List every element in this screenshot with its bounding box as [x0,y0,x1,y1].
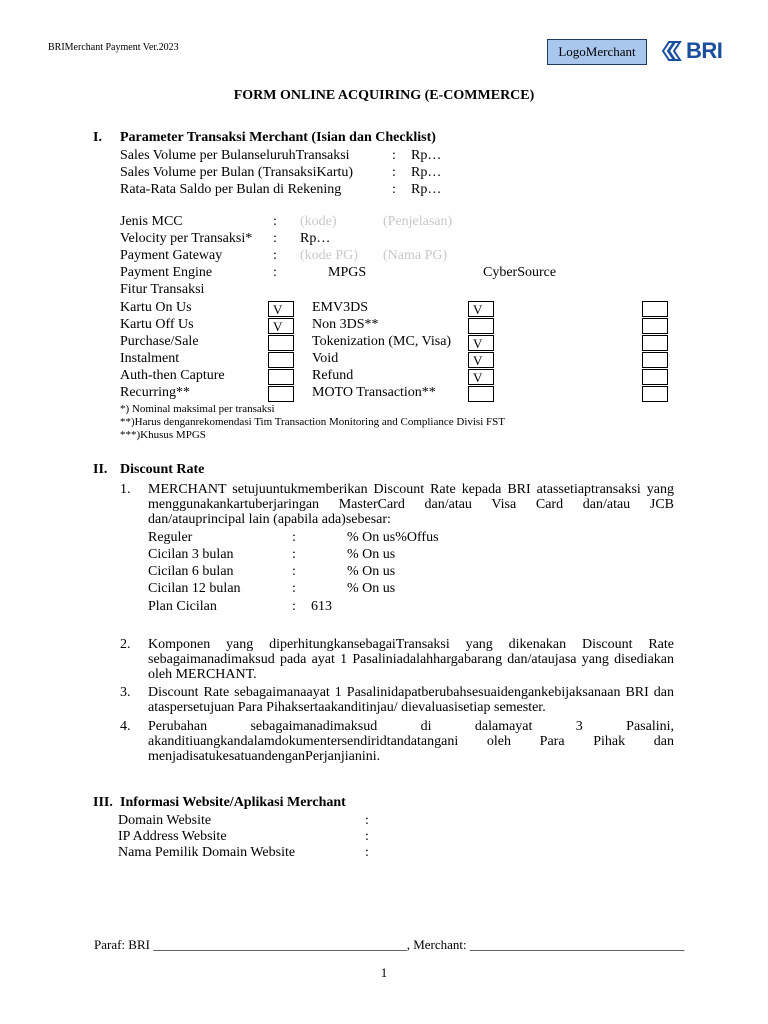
mcc-code-placeholder: (kode) [300,214,337,229]
item2-line: oleh MERCHANT. [148,667,257,682]
payment-gateway-label: Payment Gateway [120,248,223,263]
extra-checkbox[interactable] [642,352,668,368]
rate-label: Reguler [148,530,193,545]
section2-title: Discount Rate [120,462,205,477]
item4-line: akanditiuangkandalamdokumentersendiridtandatangani oleh Para Pihak dan [148,734,674,749]
page-number: 1 [380,965,388,980]
item-number: 1. [120,482,131,497]
pg-code-placeholder: (kode PG) [300,248,358,263]
item-number: 4. [120,719,131,734]
section2-number: II. [93,462,108,477]
engine-option-mpgs: MPGS [328,265,367,280]
paraf-line: Paraf: BRI _______________________________________, Merchant: _________________________________ [94,937,685,952]
item4-line: menjadisatukesatuandenganPerjanjianini. [148,749,381,764]
rate-label: Plan Cicilan [148,599,217,614]
mcc-description-placeholder: (Penjelasan) [383,214,453,229]
footnote: ***)Khusus MPGS [120,429,206,441]
website-field-colon: : [365,813,369,828]
extra-checkbox[interactable] [642,335,668,351]
param-value: Rp… [411,182,442,197]
param-value: Rp… [411,148,442,163]
param-colon: : [392,165,396,180]
rate-colon: : [292,530,296,545]
feature-checkbox[interactable]: V [468,335,494,351]
pg-name-placeholder: (Nama PG) [383,248,448,263]
extra-checkbox[interactable] [642,386,668,402]
feature-label: EMV3DS [312,300,369,315]
feature-checkbox[interactable]: V [268,301,294,317]
rate-label: Cicilan 12 bulan [148,581,241,596]
feature-checkbox[interactable]: V [468,301,494,317]
feature-label: Non 3DS** [312,317,379,332]
feature-label: Void [312,351,339,366]
rate-label: Cicilan 6 bulan [148,564,234,579]
param-label: Sales Volume per Bulan (TransaksiKartu) [120,165,354,180]
feature-checkbox[interactable]: V [468,352,494,368]
website-field-label: IP Address Website [118,829,227,844]
feature-label: Auth-then Capture [120,368,225,383]
rate-value: % On us [347,564,396,579]
velocity-value: Rp… [300,231,331,246]
rate-value: % On us [347,547,396,562]
merchant-logo-placeholder: LogoMerchant [547,39,647,65]
section1-number: I. [93,130,102,145]
footnote: **)Harus denganrekomendasi Tim Transaction Monitoring and Compliance Divisi FST [120,416,505,428]
rate-colon: : [292,564,296,579]
jenis-mcc-colon: : [273,214,277,229]
rate-label: Cicilan 3 bulan [148,547,234,562]
payment-engine-colon: : [273,265,277,280]
bri-logo-icon [662,40,684,62]
footnote: *) Nominal maksimal per transaksi [120,403,275,415]
feature-checkbox[interactable] [268,369,294,385]
rate-colon: : [292,547,296,562]
param-label: Rata-Rata Saldo per Bulan di Rekening [120,182,342,197]
param-colon: : [392,148,396,163]
feature-checkbox[interactable] [268,352,294,368]
item4-line: Perubahan sebagaimanadimaksud di dalamayat 3 Pasalini, [148,719,674,734]
payment-engine-label: Payment Engine [120,265,213,280]
feature-label: Refund [312,368,354,383]
param-value: Rp… [411,165,442,180]
jenis-mcc-label: Jenis MCC [120,214,183,229]
website-field-label: Domain Website [118,813,212,828]
item3-line: Discount Rate sebagaimanaayat 1 Pasalinidapatberubahsesuaidengankebijaksanaan BRI dan [148,685,674,700]
section1-title: Parameter Transaksi Merchant (Isian dan Checklist) [120,130,436,145]
feature-checkbox[interactable]: V [268,318,294,334]
item1-line: menggunakankartuberjaringan MasterCard dan/atau Visa Card dan/atau JCB [148,497,674,512]
fitur-transaksi-label: Fitur Transaksi [120,282,205,297]
bri-logo-text: BRI [686,38,723,63]
item2-line: sebagaimanadimaksud pada ayat 1 Pasaliniadalahhargabarang dan/ataujasa yang disediakan [148,652,674,667]
item1-line: dan/atauprincipal lain (apabila ada)sebesar: [148,512,391,527]
engine-option-cybersource: CyberSource [483,265,557,280]
rate-value: % On us [347,581,396,596]
feature-label: Kartu Off Us [120,317,194,332]
section3-number: III. [93,795,113,810]
version-label: BRIMerchant Payment Ver.2023 [48,42,179,53]
item2-line: Komponen yang diperhitungkansebagaiTransaksi yang dikenakan Discount Rate [148,637,674,652]
item1-line: MERCHANT setujuuntukmemberikan Discount Rate kepada BRI atassetiaptransaksi yang [148,482,674,497]
extra-checkbox[interactable] [642,318,668,334]
payment-gateway-colon: : [273,248,277,263]
extra-checkbox[interactable] [642,369,668,385]
velocity-label: Velocity per Transaksi* [120,231,253,246]
feature-checkbox[interactable]: V [468,369,494,385]
feature-checkbox[interactable] [468,318,494,334]
extra-checkbox[interactable] [642,301,668,317]
feature-label: Tokenization (MC, Visa) [312,334,452,349]
rate-value: % On us%Offus [347,530,439,545]
feature-checkbox[interactable] [268,386,294,402]
rate-colon: : [292,599,296,614]
rate-value: 613 [311,599,332,614]
item3-line: ataspersetujuan Para Pihaksertaakanditinjau/ dievaluasisetiap semester. [148,700,546,715]
feature-label: Purchase/Sale [120,334,199,349]
item-number: 2. [120,637,131,652]
section3-title: Informasi Website/Aplikasi Merchant [120,795,346,810]
param-label: Sales Volume per BulanseluruhTransaksi [120,148,350,163]
feature-checkbox[interactable] [468,386,494,402]
rate-colon: : [292,581,296,596]
website-field-label: Nama Pemilik Domain Website [118,845,296,860]
feature-label: Kartu On Us [120,300,192,315]
feature-label: Recurring** [120,385,190,400]
velocity-colon: : [273,231,277,246]
bri-logo [662,38,722,64]
feature-label: Instalment [120,351,180,366]
website-field-colon: : [365,845,369,860]
feature-checkbox[interactable] [268,335,294,351]
param-colon: : [392,182,396,197]
website-field-colon: : [365,829,369,844]
feature-label: MOTO Transaction** [312,385,436,400]
page-title: FORM ONLINE ACQUIRING (E-COMMERCE) [233,88,535,103]
item-number: 3. [120,685,131,700]
